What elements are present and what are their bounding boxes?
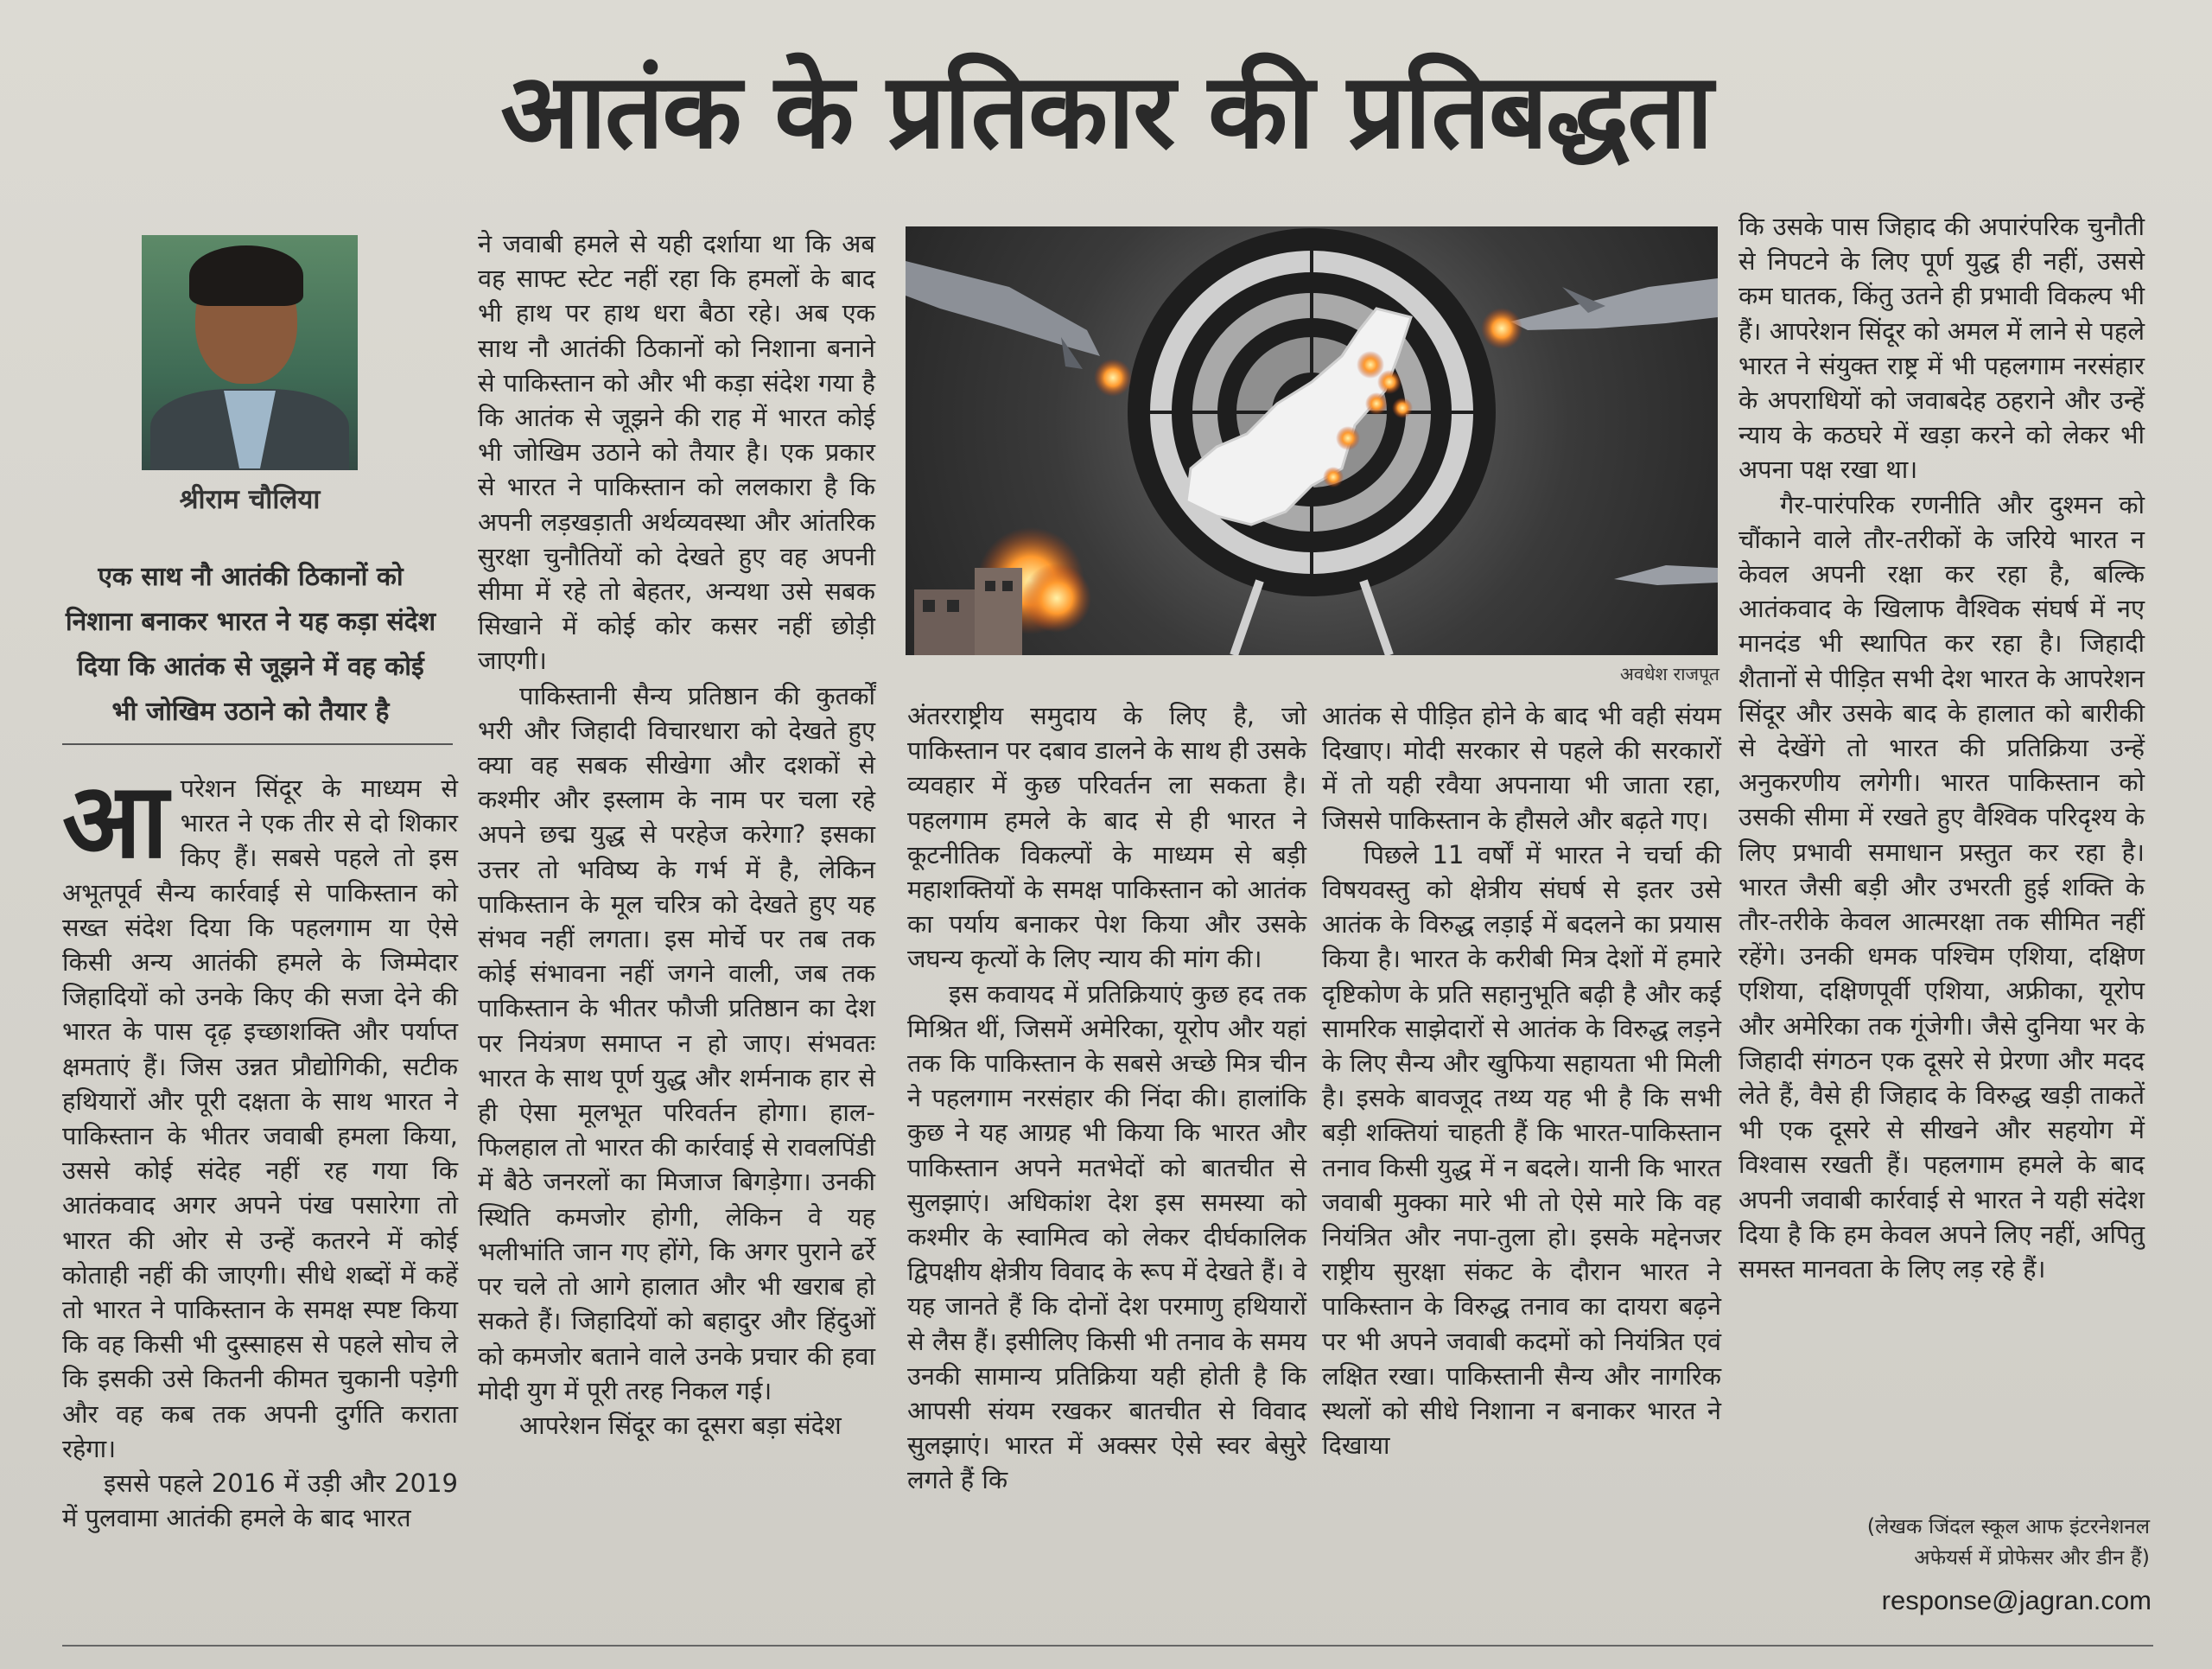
attribution-line: अफेयर्स में प्रोफेसर और डीन हैं) [1914, 1545, 2150, 1570]
article-paragraph: अंतरराष्ट्रीय समुदाय के लिए है, जो पाकिस्तान पर दबाव डालने के साथ ही उसके व्यवहार में कुछ परिवर्तन ला सकता है। पहलगाम हमले के बाद से ही भारत ने कूटनीतिक विकल्पों के माध्यम से बड़ी महाशक्तियों के समक्ष पाकिस्तान को आतंक का पर्याय बनाकर पेश किया और उसके जघन्य कृत्यों के लिए न्याय की मांग की। [907, 701, 1306, 974]
article-paragraph: गैर-पारंपरिक रणनीति और दुश्मन को चौंकाने वाले तौर-तरीकों के जरिये भारत न केवल अपनी रक्षा कर रहा है, बल्कि आतंकवाद के खिलाफ वैश्विक संघर्ष में नए मानदंड भी स्थापित कर रहा है। जिहादी शैतानों से पीड़ित सभी देश भारत के आपरेशन सिंदूर और उसके बाद के हालात को बारीकी से देखेंगे तो भारत की प्रतिक्रिया उन्हें अनुकरणीय लगेगी। भारत पाकिस्तान को उसकी सीमा में रखते हुए वैश्विक परिदृश्य के लिए प्रभावी समाधान प्रस्तुत कर रहा है। भारत जैसी बड़ी और उभरती हुई शक्ति के तौर-तरीके केवल आत्मरक्षा तक सीमित नहीं रहेंगे। उनकी धमक पश्चिम एशिया, दक्षिण एशिया, दक्षिणपूर्वी एशिया, अफ्रीका, यूरोप और अमेरिका तक गूंजेगी। जैसे दुनिया भर के जिहादी संगठन एक दूसरे से प्रेरणा और मदद लेते हैं, वैसे ही जिहाद के विरुद्ध खड़ी ताकतें भी एक दूसरे से सीखने और सहयोग में विश्वास रखती हैं। पहलगाम हमले के बाद अपनी जवाबी कार्रवाई से भारत ने यही संदेश दिया है कि हम केवल अपने लिए नहीं, अपितु समस्त मानवता के लिए लड़ रहे हैं। [1738, 489, 2145, 1284]
response-email: response@jagran.com [1881, 1585, 2152, 1615]
illustration-art [906, 226, 1718, 655]
author-photo [142, 235, 358, 470]
article-paragraph: ने जवाबी हमले से यही दर्शाया था कि अब वह साफ्ट स्टेट नहीं रहा कि हमलों के बाद भी हाथ पर हाथ धरा बैठा रहे। अब एक साथ नौ आतंकी ठिकानों को निशाना बनाने से पाकिस्तान को और भी कड़ा संदेश गया है कि आतंक से जूझने की राह में भारत कोई भी जोखिम उठाने को तैयार है। एक प्रकार से भारत ने पाकिस्तान को ललकारा है कि अपनी लड़खड़ाती अर्थव्यवस्था और आंतरिक सुरक्षा चुनौतियों को देखते हुए वह अपनी सीमा में रहे तो बेहतर, अन्यथा उसे सबक सिखाने में कोई कोर कसर नहीं छोड़ी जाएगी। [478, 229, 875, 676]
article-paragraph: कि उसके पास जिहाद की अपारंपरिक चुनौती से निपटने के लिए पूर्ण युद्ध ही नहीं, उससे कम घातक, किंतु उतने ही प्रभावी विकल्प भी हैं। आपरेशन सिंदूर को अमल में लाने से पहले भारत ने संयुक्त राष्ट्र में भी पहलगाम नरसंहार के अपराधियों को जवाबदेह ठहराने और उन्हें न्याय के कठघरे में खड़ा करने को लेकर भी अपना पक्ष रखा था। [1738, 212, 2145, 485]
article-paragraph: इससे पहले 2016 में उड़ी और 2019 में पुलवामा आतंकी हमले के बाद भारत [62, 1468, 458, 1533]
article-column-1 [62, 761, 458, 1535]
pull-quote-divider [62, 743, 453, 745]
article-column-4 [1322, 698, 1721, 1462]
illustration-credit: अवधेश राजपूत [1619, 664, 1719, 685]
drop-cap: आ [62, 761, 168, 882]
jet-right [1481, 278, 1718, 349]
jet-left [906, 261, 1132, 397]
article-column-2 [478, 226, 875, 1443]
author-byline: श्रीराम चौलिया [179, 484, 321, 515]
author-attribution [1787, 1511, 2150, 1573]
pull-quote: एक साथ नौ आतंकी ठिकानों को निशाना बनाकर भारत ने यह कड़ा संदेश दिया कि आतंक से जूझने में वह कोई भी जोखिम उठाने को तैयार है [65, 562, 436, 727]
building-ruins [914, 568, 1022, 655]
target-map-illustration [906, 226, 1718, 655]
headline: आतंक के प्रतिकार की प्रतिबद्धता [500, 52, 1712, 172]
article-paragraph: आतंक से पीड़ित होने के बाद भी वही संयम दिखाए। मोदी सरकार से पहले की सरकारों में तो यही रवैया अपनाया भी जाता रहा, जिससे पाकिस्तान के हौसले और बढ़ते गए। [1322, 701, 1721, 835]
article-column-3 [907, 698, 1306, 1498]
page-bottom-rule [62, 1645, 2153, 1647]
article-paragraph: आपरेशन सिंदूर का दूसरा बड़ा संदेश [519, 1410, 842, 1440]
article-paragraph: पिछले 11 वर्षों में भारत ने चर्चा की विषयवस्तु को क्षेत्रीय संघर्ष से इतर उसे आतंक के विरुद्ध लड़ाई में बदलने का प्रयास किया है। भारत के करीबी मित्र देशों में हमारे दृष्टिकोण के प्रति सहानुभूति बढ़ी है और कई सामरिक साझेदारों से आतंक के विरुद्ध लड़ने के लिए सैन्य और खुफिया सहायता भी मिली है। इसके बावजूद तथ्य यह भी है कि सभी बड़ी शक्तियां चाहती हैं कि भारत-पाकिस्तान तनाव किसी युद्ध में न बदले। यानी कि भारत जवाबी मुक्का मारे भी तो ऐसे मारे कि वह नियंत्रित और नपा-तुला हो। इसके मद्देनजर राष्ट्रीय सुरक्षा संकट के दौरान भारत ने पाकिस्तान के विरुद्ध तनाव का दायरा बढ़ने पर भी अपने जवाबी कदमों को नियंत्रित एवं लक्षित रखा। पाकिस्तानी सैन्य और नागरिक स्थलों को सीधे निशाना न बनाकर भारत ने दिखाया [1322, 839, 1721, 1461]
article-paragraph: पाकिस्तानी सैन्य प्रतिष्ठान की कुतर्कों भरी और जिहादी विचारधारा को देखते हुए क्या वह सबक सीखेगा और दशकों से कश्मीर और इस्लाम के नाम पर चला रहे अपने छद्म युद्ध से परहेज करेगा? इसका उत्तर तो भविष्य के गर्भ में है, लेकिन पाकिस्तान के मूल चरित्र को देखते हुए यह संभव नहीं लगता। इस मोर्चे पर तब तक कोई संभावना नहीं जगने वाली, जब तक पाकिस्तान के भीतर फौजी प्रतिष्ठान का देश पर नियंत्रण समाप्त न हो जाए। संभवतः भारत के साथ पूर्ण युद्ध और शर्मनाक हार से ही ऐसा मूलभूत परिवर्तन होगा। हाल-फिलहाल तो भारत की कार्रवाई से रावलपिंडी में बैठे जनरलों का मिजाज बिगड़ेगा। उनकी स्थिति कमजोर होगी, लेकिन वे यह भलीभांति जान गए होंगे, कि अगर पुराने ढर्रे पर चले तो आगे हालात और भी खराब हो सकते हैं। जिहादियों को बहादुर और हिंदुओं को कमजोर बताने वाले उनके प्रचार की हवा मोदी युग में पूरी तरह निकल गई। [478, 680, 875, 1405]
attribution-line: (लेखक जिंदल स्कूल आफ इंटरनेशनल [1866, 1514, 2150, 1538]
author-photo-hair [189, 245, 303, 306]
article-paragraph: परेशन सिंदूर के माध्यम से भारत ने एक तीर से दो शिकार किए हैं। सबसे पहले तो इस अभूतपूर्व सैन्य कार्रवाई से पाकिस्तान को सख्त संदेश दिया कि पहलगाम या ऐसे किसी अन्य आतंकी हमले के जिम्मेदार जिहादियों को उनके किए की सजा देने की भारत के पास दृढ़ इच्छाशक्ति और पर्याप्त क्षमताएं हैं। जिस उन्नत प्रौद्योगिकी, सटीक हथियारों और पूरी दक्षता के साथ भारत ने पाकिस्तान के भीतर जवाबी हमला किया, उससे कोई संदेह नहीं रह गया कि आतंकवाद अगर अपने पंख पसारेगा तो भारत की ओर से उन्हें कतरने में कोई कोताही नहीं की जाएगी। सीधे शब्दों में कहें तो भारत ने पाकिस्तान के समक्ष स्पष्ट किया कि वह किसी भी दुस्साहस से पहले सोच ले कि इसकी उसे कितनी कीमत चुकानी पड़ेगी और वह कब तक अपनी दुर्गति कराता रहेगा। [62, 774, 458, 1463]
jet-small [1614, 565, 1718, 585]
article-paragraph: इस कवायद में प्रतिक्रियाएं कुछ हद तक मिश्रित थीं, जिसमें अमेरिका, यूरोप और यहां तक कि पाकिस्तान के सबसे अच्छे मित्र चीन ने पहलगाम नरसंहार की निंदा की। हालांकि कुछ ने यह आग्रह भी किया कि भारत और पाकिस्तान अपने मतभेदों को बातचीत से सुलझाएं। अधिकांश देश इस समस्या को कश्मीर के स्वामित्व को लेकर दीर्घकालिक द्विपक्षीय क्षेत्रीय विवाद के रूप में देखते हैं। वे यह जानते हैं कि दोनों देश परमाणु हथियारों से लैस हैं। इसीलिए किसी भी तनाव के समय उनकी सामान्य प्रतिक्रिया यही होती है कि आपसी संयम रखकर बातचीत से विवाद सुलझाएं। भारत में अक्सर ऐसे स्वर बेसुरे लगते हैं कि [907, 978, 1306, 1495]
article-column-5 [1738, 209, 2145, 1286]
